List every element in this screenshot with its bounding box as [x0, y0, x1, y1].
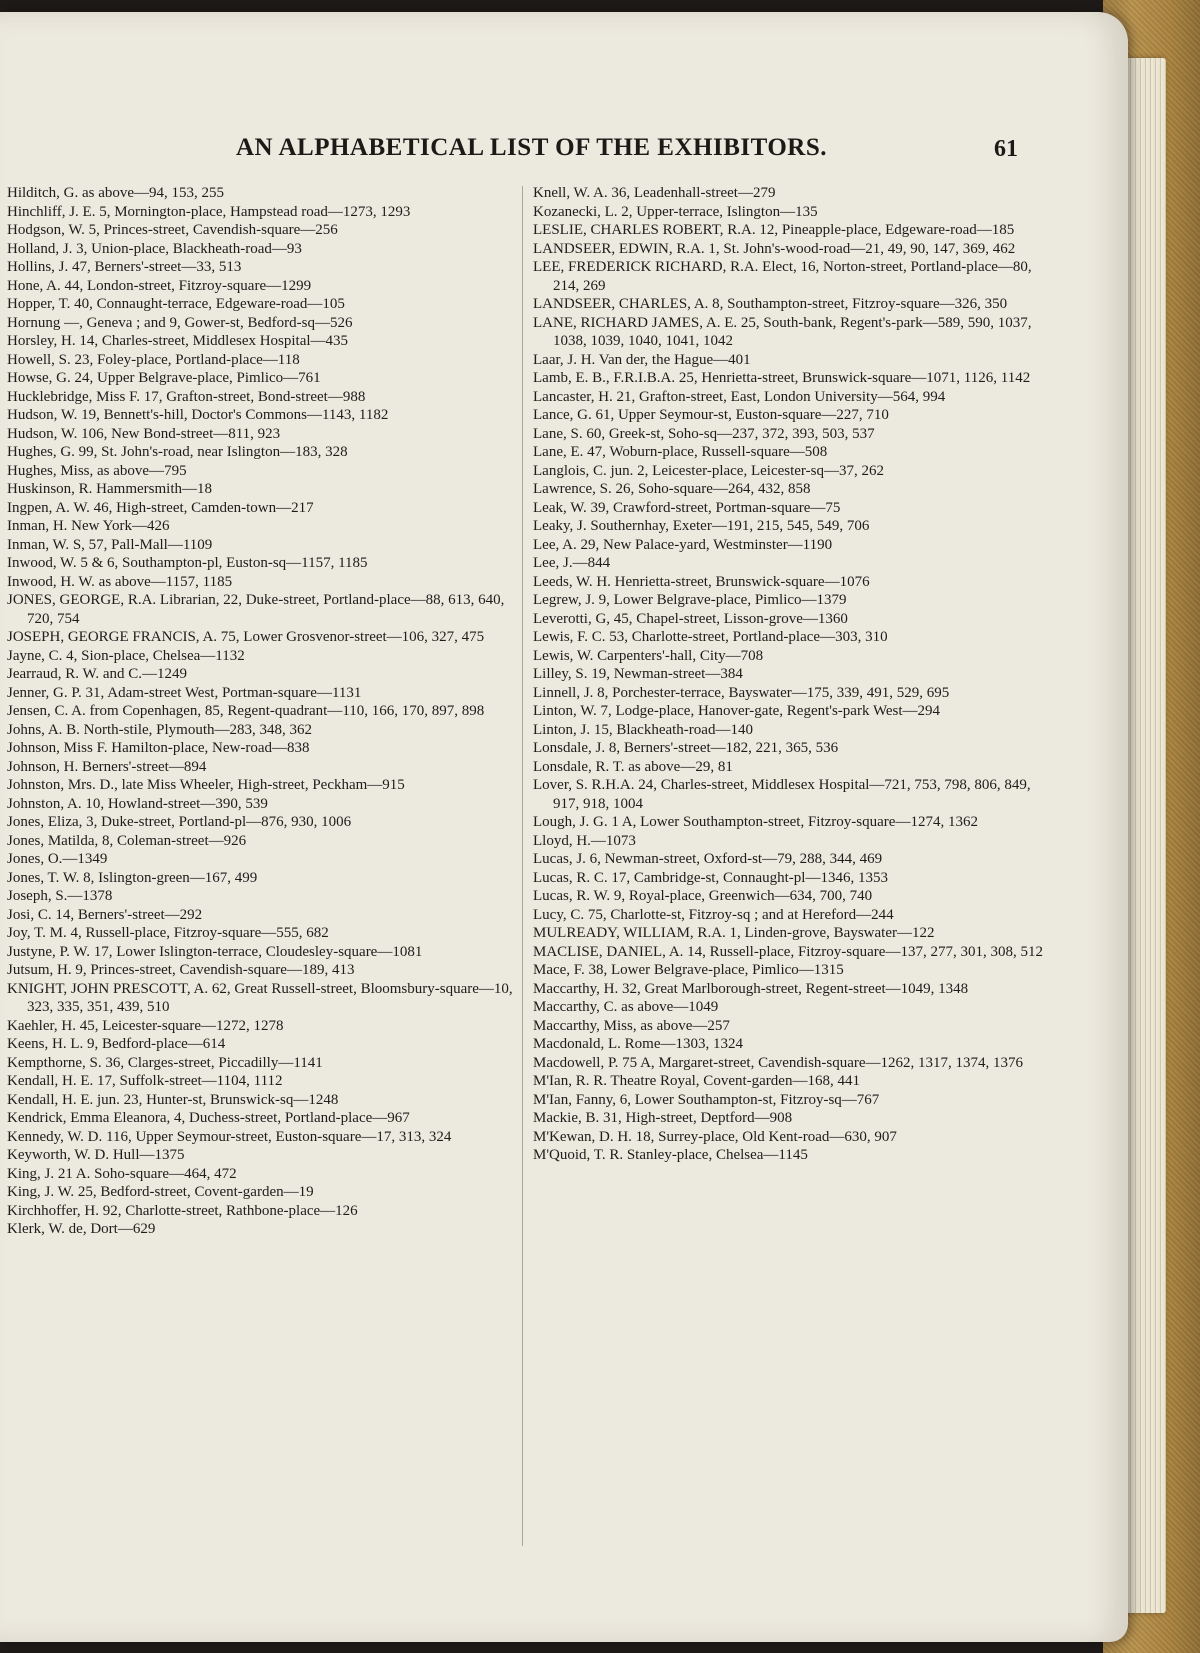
exhibitor-entry: JOSEPH, GEORGE FRANCIS, A. 75, Lower Grosvenor-street—106, 327, 475 [7, 629, 485, 645]
exhibitor-entry: LESLIE, CHARLES ROBERT, R.A. 12, Pineapple-place, Edgeware-road—185 [533, 222, 1015, 238]
exhibitor-entry: Lance, G. 61, Upper Seymour-st, Euston-square—227, 710 [533, 407, 889, 423]
exhibitor-entry: Klerk, W. de, Dort—629 [7, 1221, 156, 1237]
exhibitor-entry: Jones, T. W. 8, Islington-green—167, 499 [7, 869, 258, 886]
exhibitor-entry: Macdonald, L. Rome—1303, 1324 [533, 1036, 743, 1052]
exhibitor-entry: Johnson, H. Berners'-street—894 [7, 758, 207, 775]
exhibitor-entry: Hollins, J. 47, Berners'-street—33, 513 [7, 259, 242, 275]
exhibitor-entry: Lilley, S. 19, Newman-street—384 [533, 666, 743, 682]
exhibitor-entry: Josi, C. 14, Berners'-street—292 [7, 906, 203, 923]
page-number: 61 [994, 136, 1018, 162]
exhibitor-entry: LANE, RICHARD JAMES, A. E. 25, South-bank, Regent's-park—589, 590, 1037, 1038, 1039, 1040, 1041, 1042 [533, 314, 1032, 349]
exhibitor-entry: Joy, T. M. 4, Russell-place, Fitzroy-square—555, 682 [7, 925, 329, 941]
exhibitor-entry: Laar, J. H. Van der, the Hague—401 [533, 351, 751, 368]
exhibitor-entry: Ingpen, A. W. 46, High-street, Camden-town—217 [7, 499, 314, 516]
exhibitor-entry: LANDSEER, CHARLES, A. 8, Southampton-street, Fitzroy-square—326, 350 [533, 296, 1008, 312]
exhibitor-entry: Joseph, S.—1378 [7, 888, 113, 904]
exhibitor-entry: Lane, E. 47, Woburn-place, Russell-square—508 [533, 444, 828, 460]
exhibitor-entry: Horsley, H. 14, Charles-street, Middlesex Hospital—435 [7, 333, 349, 349]
exhibitor-entry: Jones, Matilda, 8, Coleman-street—926 [7, 832, 247, 849]
exhibitor-entry: Lonsdale, J. 8, Berners'-street—182, 221, 365, 536 [533, 740, 839, 756]
exhibitor-entry: Keens, H. L. 9, Bedford-place—614 [7, 1036, 226, 1052]
exhibitor-entry: KNIGHT, JOHN PRESCOTT, A. 62, Great Russell-street, Bloomsbury-square—10, 323, 335, 351, 439, 510 [7, 980, 513, 1015]
exhibitor-entry: Howell, S. 23, Foley-place, Portland-place—118 [7, 351, 300, 368]
exhibitor-entry: Kempthorne, S. 36, Clarges-street, Piccadilly—1141 [7, 1054, 323, 1071]
exhibitor-entry: Langlois, C. jun. 2, Leicester-place, Leicester-sq—37, 262 [533, 462, 884, 479]
exhibitor-entry: Mace, F. 38, Lower Belgrave-place, Pimlico—1315 [533, 962, 844, 978]
exhibitor-entry: Lawrence, S. 26, Soho-square—264, 432, 858 [533, 481, 811, 497]
exhibitor-entry: Lucas, R. C. 17, Cambridge-st, Connaught-pl—1346, 1353 [533, 869, 888, 886]
exhibitor-entry: Hughes, G. 99, St. John's-road, near Islington—183, 328 [7, 444, 348, 460]
exhibitor-entry: Lee, J.—844 [533, 555, 611, 571]
exhibitor-entry: Legrew, J. 9, Lower Belgrave-place, Pimlico—1379 [533, 592, 847, 608]
exhibitor-entry: Mackie, B. 31, High-street, Deptford—908 [533, 1110, 793, 1126]
exhibitor-entry: M'Quoid, T. R. Stanley-place, Chelsea—1145 [533, 1147, 808, 1163]
exhibitor-entry: JONES, GEORGE, R.A. Librarian, 22, Duke-street, Portland-place—88, 613, 640, 720, 754 [7, 592, 505, 627]
exhibitor-entry: Lucas, R. W. 9, Royal-place, Greenwich—634, 700, 740 [533, 888, 873, 904]
exhibitor-entry: Huskinson, R. Hammersmith—18 [7, 481, 212, 497]
exhibitor-entry: Jayne, C. 4, Sion-place, Chelsea—1132 [7, 647, 245, 664]
exhibitor-list-left-column [7, 184, 527, 1239]
exhibitor-entry: Lover, S. R.H.A. 24, Charles-street, Middlesex Hospital—721, 753, 798, 806, 849, 917, 918, 1004 [533, 777, 1031, 812]
exhibitor-entry: Kozanecki, L. 2, Upper-terrace, Islington—135 [533, 203, 818, 220]
exhibitor-entry: Linnell, J. 8, Porchester-terrace, Bayswater—175, 339, 491, 529, 695 [533, 684, 950, 701]
exhibitor-entry: Holland, J. 3, Union-place, Blackheath-road—93 [7, 240, 302, 257]
exhibitor-entry: Keyworth, W. D. Hull—1375 [7, 1147, 185, 1163]
exhibitor-entry: Hughes, Miss, as above—795 [7, 462, 187, 479]
exhibitor-entry: Hudson, W. 19, Bennett's-hill, Doctor's Commons—1143, 1182 [7, 407, 389, 423]
page-header-title: AN ALPHABETICAL LIST OF THE EXHIBITORS. [236, 134, 827, 161]
exhibitor-entry: LANDSEER, EDWIN, R.A. 1, St. John's-wood-road—21, 49, 90, 147, 369, 462 [533, 240, 1016, 257]
exhibitor-entry: Hornung —, Geneva ; and 9, Gower-st, Bedford-sq—526 [7, 314, 353, 331]
exhibitor-entry: Jutsum, H. 9, Princes-street, Cavendish-square—189, 413 [7, 962, 355, 978]
exhibitor-entry: Lucy, C. 75, Charlotte-st, Fitzroy-sq ; and at Hereford—244 [533, 906, 894, 923]
exhibitor-entry: Lane, S. 60, Greek-st, Soho-sq—237, 372, 393, 503, 537 [533, 425, 875, 442]
exhibitor-entry: Leaky, J. Southernhay, Exeter—191, 215, 545, 549, 706 [533, 518, 870, 534]
exhibitor-entry: King, J. 21 A. Soho-square—464, 472 [7, 1165, 237, 1182]
exhibitor-entry: Leeds, W. H. Henrietta-street, Brunswick-square—1076 [533, 573, 870, 590]
exhibitor-entry: Lough, J. G. 1 A, Lower Southampton-street, Fitzroy-square—1274, 1362 [533, 814, 978, 830]
exhibitor-entry: Linton, W. 7, Lodge-place, Hanover-gate, Regent's-park West—294 [533, 703, 941, 719]
exhibitor-entry: Kendall, H. E. jun. 23, Hunter-st, Brunswick-sq—1248 [7, 1091, 339, 1108]
exhibitor-entry: Johnston, A. 10, Howland-street—390, 539 [7, 795, 268, 812]
exhibitor-entry: Jensen, C. A. from Copenhagen, 85, Regent-quadrant—110, 166, 170, 897, 898 [7, 703, 485, 719]
exhibitor-entry: MULREADY, WILLIAM, R.A. 1, Linden-grove, Bayswater—122 [533, 925, 935, 941]
exhibitor-entry: Lewis, F. C. 53, Charlotte-street, Portland-place—303, 310 [533, 629, 888, 645]
exhibitor-entry: Linton, J. 15, Blackheath-road—140 [533, 721, 753, 738]
exhibitor-entry: Hone, A. 44, London-street, Fitzroy-square—1299 [7, 277, 312, 294]
exhibitor-entry: Lamb, E. B., F.R.I.B.A. 25, Henrietta-street, Brunswick-square—1071, 1126, 1142 [533, 370, 1031, 386]
exhibitor-entry: LEE, FREDERICK RICHARD, R.A. Elect, 16, Norton-street, Portland-place—80, 214, 269 [533, 259, 1032, 294]
exhibitor-entry: M'Ian, R. R. Theatre Royal, Covent-garden—168, 441 [533, 1073, 860, 1089]
exhibitor-entry: Hucklebridge, Miss F. 17, Grafton-street, Bond-street—988 [7, 388, 366, 405]
exhibitor-entry: Hudson, W. 106, New Bond-street—811, 923 [7, 425, 281, 442]
exhibitor-entry: Inman, H. New York—426 [7, 518, 170, 534]
exhibitor-entry: Lancaster, H. 21, Grafton-street, East, London University—564, 994 [533, 388, 946, 405]
exhibitor-entry: Kendrick, Emma Eleanora, 4, Duchess-street, Portland-place—967 [7, 1110, 410, 1126]
exhibitor-entry: Hinchliff, J. E. 5, Mornington-place, Hampstead road—1273, 1293 [7, 203, 411, 220]
exhibitor-entry: Knell, W. A. 36, Leadenhall-street—279 [533, 185, 776, 201]
exhibitor-entry: Johnston, Mrs. D., late Miss Wheeler, High-street, Peckham—915 [7, 777, 405, 793]
exhibitor-entry: Hopper, T. 40, Connaught-terrace, Edgeware-road—105 [7, 296, 345, 312]
exhibitor-entry: Maccarthy, C. as above—1049 [533, 999, 719, 1015]
exhibitor-list-right-column [533, 184, 1043, 1165]
exhibitor-entry: Jenner, G. P. 31, Adam-street West, Portman-square—1131 [7, 684, 362, 701]
exhibitor-entry: Inwood, W. 5 & 6, Southampton-pl, Euston-sq—1157, 1185 [7, 555, 368, 571]
exhibitor-entry: Kendall, H. E. 17, Suffolk-street—1104, 1112 [7, 1073, 283, 1089]
exhibitor-entry: Jearraud, R. W. and C.—1249 [7, 666, 187, 682]
exhibitor-entry: Lee, A. 29, New Palace-yard, Westminster—1190 [533, 536, 833, 553]
exhibitor-entry: Leverotti, G, 45, Chapel-street, Lisson-grove—1360 [533, 610, 848, 627]
exhibitor-entry: Hilditch, G. as above—94, 153, 255 [7, 185, 225, 201]
exhibitor-entry: Jones, O.—1349 [7, 851, 108, 867]
exhibitor-entry: Leak, W. 39, Crawford-street, Portman-square—75 [533, 499, 841, 516]
exhibitor-entry: M'Kewan, D. H. 18, Surrey-place, Old Kent-road—630, 907 [533, 1128, 897, 1145]
exhibitor-entry: Kirchhoffer, H. 92, Charlotte-street, Rathbone-place—126 [7, 1202, 358, 1219]
exhibitor-entry: Inwood, H. W. as above—1157, 1185 [7, 573, 233, 590]
exhibitor-entry: Jones, Eliza, 3, Duke-street, Portland-pl—876, 930, 1006 [7, 814, 352, 830]
exhibitor-entry: Johns, A. B. North-stile, Plymouth—283, 348, 362 [7, 721, 313, 738]
exhibitor-entry: Lucas, J. 6, Newman-street, Oxford-st—79, 288, 344, 469 [533, 851, 883, 867]
exhibitor-entry: Hodgson, W. 5, Princes-street, Cavendish-square—256 [7, 222, 338, 238]
exhibitor-entry: Macdowell, P. 75 A, Margaret-street, Cavendish-square—1262, 1317, 1374, 1376 [533, 1054, 1024, 1071]
exhibitor-entry: Howse, G. 24, Upper Belgrave-place, Pimlico—761 [7, 370, 321, 386]
exhibitor-entry: Lonsdale, R. T. as above—29, 81 [533, 758, 733, 775]
exhibitor-entry: Inman, W. S, 57, Pall-Mall—1109 [7, 536, 213, 553]
exhibitor-entry: Lewis, W. Carpenters'-hall, City—708 [533, 647, 764, 664]
exhibitor-entry: M'Ian, Fanny, 6, Lower Southampton-st, Fitzroy-sq—767 [533, 1091, 880, 1108]
exhibitor-entry: Lloyd, H.—1073 [533, 832, 636, 849]
exhibitor-entry: Maccarthy, H. 32, Great Marlborough-street, Regent-street—1049, 1348 [533, 980, 969, 997]
exhibitor-entry: Kaehler, H. 45, Leicester-square—1272, 1278 [7, 1017, 284, 1034]
exhibitor-entry: MACLISE, DANIEL, A. 14, Russell-place, Fitzroy-square—137, 277, 301, 308, 512 [533, 943, 1043, 960]
exhibitor-entry: Johnson, Miss F. Hamilton-place, New-road—838 [7, 740, 310, 756]
exhibitor-entry: Justyne, P. W. 17, Lower Islington-terrace, Cloudesley-square—1081 [7, 943, 423, 960]
exhibitor-entry: Maccarthy, Miss, as above—257 [533, 1017, 730, 1034]
exhibitor-entry: King, J. W. 25, Bedford-street, Covent-garden—19 [7, 1184, 314, 1200]
exhibitor-entry: Kennedy, W. D. 116, Upper Seymour-street, Euston-square—17, 313, 324 [7, 1128, 452, 1145]
